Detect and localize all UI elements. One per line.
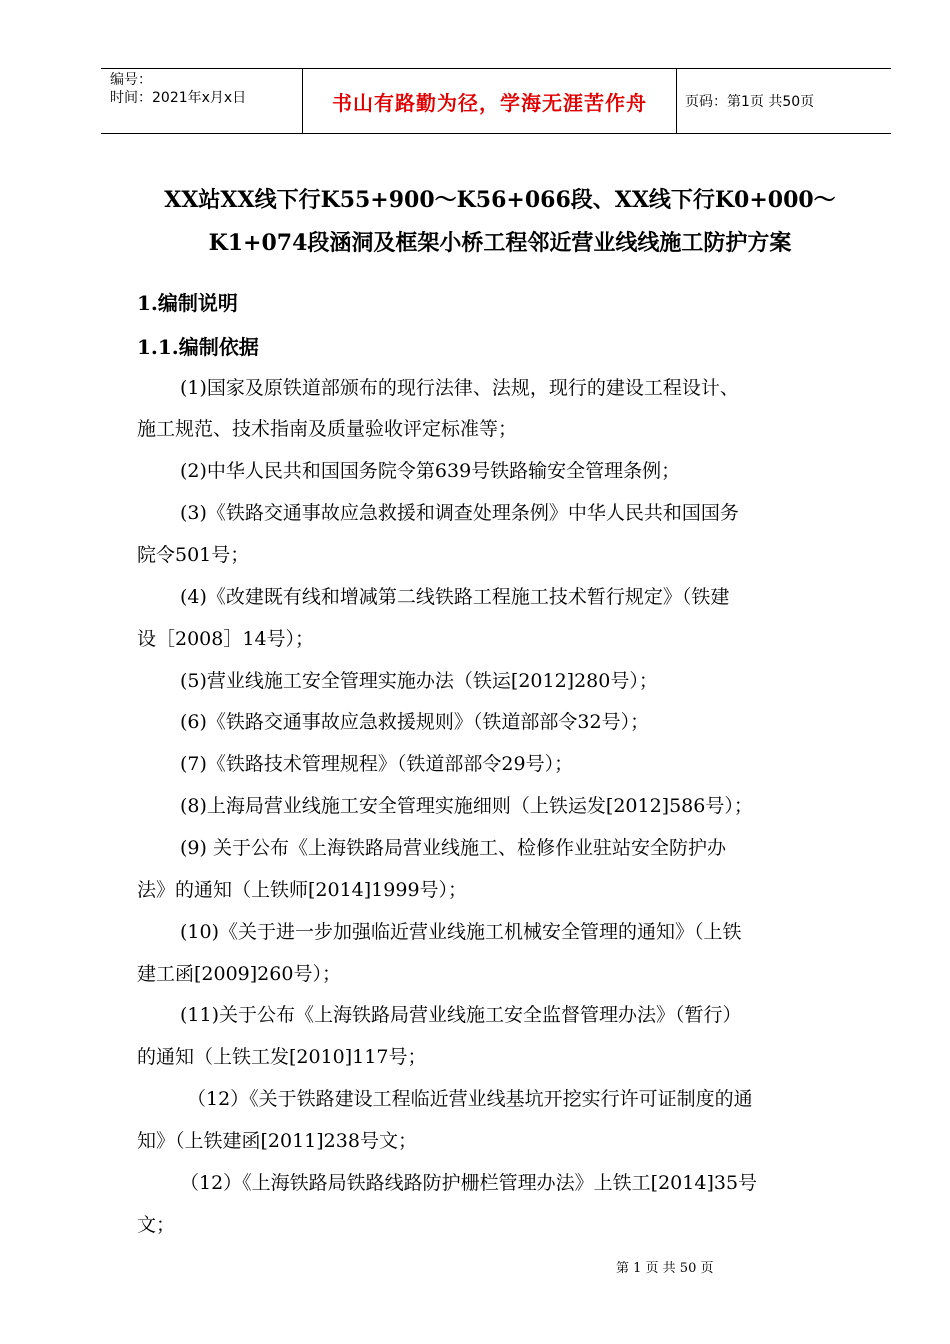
body-line: (11)关于公布《上海铁路局营业线施工安全监督管理办法》（暂行） (180, 1004, 742, 1026)
body-line: (5)营业线施工安全管理实施办法（铁运[2012]280号）； (180, 670, 658, 692)
document-title-line-2: K1+074段涵洞及框架小桥工程邻近营业线线施工防护方案 (208, 230, 792, 256)
body-line: (8)上海局营业线施工安全管理实施细则（上铁运发[2012]586号）； (180, 795, 753, 817)
body-line: 设［2008］14号）； (137, 628, 315, 650)
document-number-label: 编号： (110, 72, 152, 88)
body-line: (4)《改建既有线和增减第二线铁路工程施工技术暂行规定》（铁建 (180, 586, 730, 608)
body-line: (3)《铁路交通事故应急救援和调查处理条例》中华人民共和国国务 (180, 502, 739, 524)
body-line: (2)中华人民共和国国务院令第639号铁路输安全管理条例； (180, 460, 681, 482)
body-line: 建工函[2009]260号）； (137, 963, 341, 985)
body-line: (9) 关于公布《上海铁路局营业线施工、检修作业驻站安全防护办 (180, 837, 726, 859)
body-line: 的通知（上铁工发[2010]117号； (137, 1046, 427, 1068)
body-line: (1)国家及原铁道部颁布的现行法律、法规，现行的建设工程设计、 (180, 377, 739, 399)
body-line: 法》的通知（上铁师[2014]1999号）； (137, 879, 468, 901)
page-footer: 第 1 页 共 50 页 (616, 1261, 714, 1276)
body-line: 文； (137, 1214, 176, 1236)
body-line: (10)《关于进一步加强临近营业线施工机械安全管理的通知》（上铁 (180, 921, 742, 943)
document-date: 时间：2021年x月x日 (110, 90, 247, 106)
header-page-info: 页码：第1页 共50页 (685, 94, 815, 110)
page-header (101, 68, 891, 134)
body-line: 院令501号； (137, 544, 250, 566)
document-title-line-1: XX站XX线下行K55+900～K56+066段、XX线下行K0+000～ (164, 187, 836, 213)
subsection-heading: 1.1.编制依据 (137, 335, 259, 359)
body-line: (6)《铁路交通事故应急救援规则》（铁道部部令32号）； (180, 711, 650, 733)
body-line: 知》（上铁建函[2011]238号文； (137, 1130, 417, 1152)
body-line: （12）《关于铁路建设工程临近营业线基坑开挖实行许可证制度的通 (187, 1088, 753, 1110)
header-meta (101, 69, 303, 133)
body-line: 施工规范、技术指南及质量验收评定标准等； (137, 418, 518, 440)
body-line: （12）《上海铁路局铁路线路防护栅栏管理办法》上铁工[2014]35号 (180, 1172, 758, 1194)
body-line: (7)《铁路技术管理规程》（铁道部部令29号）； (180, 753, 574, 775)
section-heading: 1.编制说明 (137, 291, 238, 315)
header-motto: 书山有路勤为径，学海无涯苦作舟 (303, 69, 677, 133)
